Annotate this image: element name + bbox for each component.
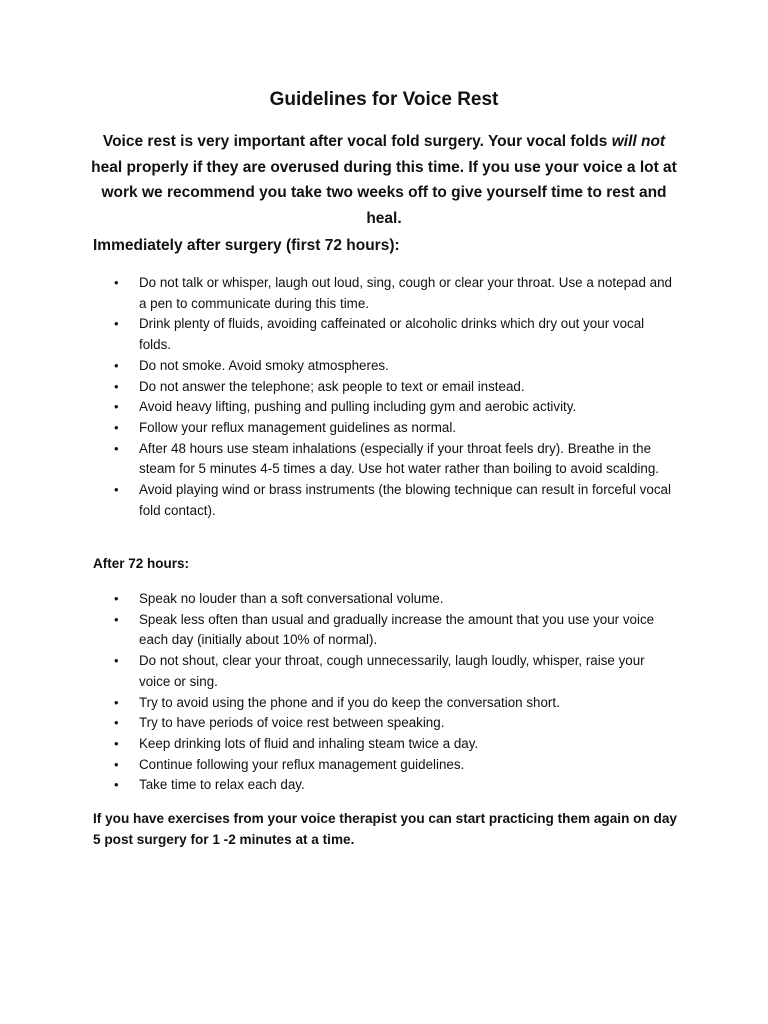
bullet-icon: • [114,482,119,498]
bullet-icon: • [114,591,119,606]
list-item [0,589,679,610]
list-item-text: Try to avoid using the phone and if you do keep the conversation short. [139,694,560,710]
list-item [0,480,679,521]
list-item [0,610,679,651]
list-item-text: Keep drinking lots of fluid and inhaling steam twice a day. [139,735,479,751]
list-item-text: Try to have periods of voice rest between speaking. [139,715,445,731]
list-item [0,273,679,314]
bullet-icon: • [114,694,119,710]
list-item-text: Take time to relax each day. [139,777,305,793]
bullet-icon: • [114,611,119,627]
bullet-list-immediate [0,273,768,521]
list-item [0,439,679,480]
list-item [0,356,679,377]
list-item-text: Do not talk or whisper, laugh out loud, sing, cough or clear your throat. Use a notepad and a pen to communicate during this time. [139,275,672,311]
list-item [0,693,679,714]
list-item-text: Do not shout, clear your throat, cough unnecessarily, laugh loudly, whisper, raise your voice or sing. [139,653,645,689]
bullet-icon: • [114,756,119,772]
section-heading-immediate: Immediately after surgery (first 72 hours): [93,237,400,254]
bullet-icon: • [114,357,119,373]
list-item [0,377,679,398]
list-item [0,651,679,692]
bullet-icon: • [114,777,119,793]
list-item [0,418,679,439]
list-item [0,397,679,418]
bullet-icon: • [114,316,119,332]
list-item-text: Avoid playing wind or brass instruments (the blowing technique can result in forceful vocal fold contact). [139,482,671,518]
bullet-icon: • [114,653,119,669]
bullet-icon: • [114,378,119,394]
list-item-text: After 48 hours use steam inhalations (especially if your throat feels dry). Breathe in the steam for 5 minutes 4-5 times a day. Use hot water rather than boiling to avoid scalding. [139,440,660,477]
intro-text-part1: Voice rest is very important after vocal fold surgery. Your vocal folds [102,133,612,150]
page-title: Guidelines for Voice Rest [269,89,499,110]
list-item [0,755,679,776]
bullet-icon: • [114,419,119,435]
bullet-icon: • [114,275,119,290]
bullet-icon: • [114,440,119,456]
list-item-text: Do not answer the telephone; ask people to text or email instead. [139,378,525,394]
list-item [0,734,679,755]
list-item-text: Continue following your reflux management guidelines. [139,756,465,772]
list-item-text: Follow your reflux management guidelines as normal. [139,419,457,435]
list-item-text: Drink plenty of fluids, avoiding caffeinated or alcoholic drinks which dry out your vocal folds. [139,316,645,353]
section-heading-after: After 72 hours: [93,556,190,571]
bullet-list-after [0,589,768,796]
list-item-text: Speak no louder than a soft conversational volume. [139,591,444,606]
list-item [0,775,679,796]
bullet-icon: • [114,399,119,415]
bullet-icon: • [114,715,119,731]
list-item-text: Speak less often than usual and gradually increase the amount that you use your voice each day (initially about 10% of normal). [139,611,655,648]
list-item-text: Do not smoke. Avoid smoky atmospheres. [139,357,389,373]
intro-emphasis: will not [611,133,666,150]
closing-paragraph: If you have exercises from your voice therapist you can start practicing them again on day 5 post surgery for 1 -2 minutes at a time. [93,811,677,847]
list-item [0,713,679,734]
intro-paragraph [86,129,682,231]
bullet-icon: • [114,735,119,751]
list-item-text: Avoid heavy lifting, pushing and pulling including gym and aerobic activity. [139,399,577,415]
list-item [0,314,679,355]
intro-text-part2: heal properly if they are overused during this time. If you use your voice a lot at work we recommend you take two weeks off to give yourself time to rest and heal. [91,158,677,227]
